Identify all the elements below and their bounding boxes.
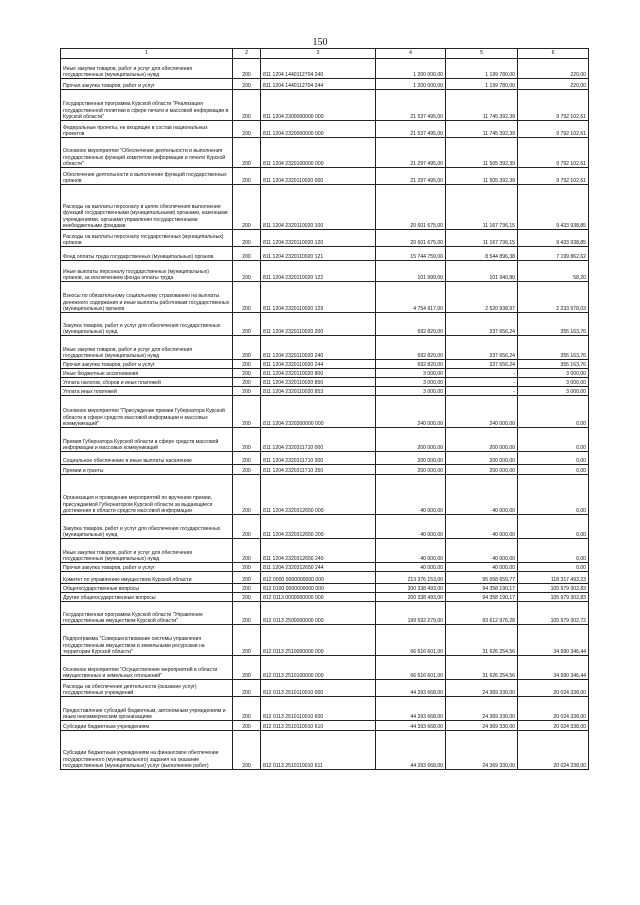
table-row	[61, 282, 589, 313]
row-code-cell: 811 1204 2320312650 000	[261, 475, 376, 515]
row-group-cell: 200	[233, 138, 261, 168]
row-group-cell: 200	[233, 90, 261, 121]
row-remaining-cell: 20 024 338,00	[518, 721, 589, 731]
row-remaining-cell: 355 163,76	[518, 360, 589, 369]
row-remaining-cell: 355 163,76	[518, 313, 589, 336]
row-approved-cell: 101 999,00	[376, 261, 446, 282]
row-remaining-cell: 0,00	[518, 428, 589, 452]
row-group-cell: 200	[233, 731, 261, 770]
row-approved-cell: 44 393 668,00	[376, 721, 446, 731]
row-approved-cell: 44 393 668,00	[376, 731, 446, 770]
row-name-cell: Закупка товаров, работ и услуг для обеспечения государственных (муниципальных) нужд	[61, 515, 233, 539]
row-remaining-cell: 105 979 302,83	[518, 593, 589, 602]
table-row	[61, 336, 589, 360]
table-row	[61, 465, 589, 475]
table-row	[61, 313, 589, 336]
table-row	[61, 230, 589, 247]
row-group-cell: 200	[233, 602, 261, 625]
table-body	[61, 59, 589, 770]
row-name-cell: Расходы на обеспечение деятельности (оказание услуг) государственных учреждений	[61, 680, 233, 697]
row-group-cell: 200	[233, 369, 261, 378]
row-group-cell: 200	[233, 625, 261, 656]
row-approved-cell: 4 754 917,00	[376, 282, 446, 313]
row-executed-cell: 93 612 976,28	[446, 602, 518, 625]
row-name-cell: Уплата иных платежей	[61, 387, 233, 396]
row-remaining-cell: 9 792 102,61	[518, 138, 589, 168]
row-group-cell: 200	[233, 680, 261, 697]
row-approved-cell: 20 601 675,00	[376, 185, 446, 230]
row-approved-cell: 3 000,00	[376, 369, 446, 378]
row-name-cell: Премии и гранты	[61, 465, 233, 475]
row-group-cell: 200	[233, 452, 261, 465]
row-code-cell: 812 0113 2500000000 000	[261, 602, 376, 625]
row-code-cell: 812 0113 2510110010 610	[261, 721, 376, 731]
row-remaining-cell: 9 792 102,61	[518, 168, 589, 185]
row-code-cell: 811 1204 2320000000 000	[261, 121, 376, 138]
column-header-4: 4	[376, 49, 446, 59]
row-name-cell: Прочая закупка товаров, работ и услуг	[61, 79, 233, 90]
table-row	[61, 680, 589, 697]
row-remaining-cell: 7 199 862,62	[518, 247, 589, 261]
row-name-cell: Основное мероприятие "Обеспечение деятельности и выполнения государственных функций комитетом информации и печати Курской области"	[61, 138, 233, 168]
row-group-cell: 200	[233, 282, 261, 313]
row-executed-cell: -	[446, 369, 518, 378]
row-executed-cell: 200 000,00	[446, 452, 518, 465]
row-executed-cell: -	[446, 387, 518, 396]
row-approved-cell: 199 592 279,00	[376, 602, 446, 625]
row-group-cell: 200	[233, 563, 261, 572]
table-row	[61, 90, 589, 121]
row-remaining-cell: 3 000,00	[518, 378, 589, 387]
table-row	[61, 593, 589, 602]
row-remaining-cell: 9 792 102,61	[518, 121, 589, 138]
row-code-cell: 811 1204 1440112704 240	[261, 59, 376, 79]
row-code-cell: 811 1204 2320110020 129	[261, 282, 376, 313]
row-code-cell: 811 1204 2320311710 000	[261, 428, 376, 452]
table-row	[61, 721, 589, 731]
row-code-cell: 812 0113 0000000000 000	[261, 593, 376, 602]
table-row	[61, 247, 589, 261]
row-code-cell: 811 1204 2320110020 120	[261, 230, 376, 247]
row-code-cell: 812 0113 2510110010 000	[261, 680, 376, 697]
row-name-cell: Организация и проведение мероприятий по вручению премии, присуждаемой Губернатором Курской области за выдающиеся достижения в области средств массовой информации	[61, 475, 233, 515]
row-remaining-cell: 118 317 493,23	[518, 572, 589, 584]
row-group-cell: 200	[233, 697, 261, 721]
row-executed-cell: 337 656,24	[446, 336, 518, 360]
row-executed-cell: 24 369 330,00	[446, 731, 518, 770]
row-group-cell: 200	[233, 59, 261, 79]
row-remaining-cell: 3 000,00	[518, 369, 589, 378]
table-row	[61, 625, 589, 656]
column-header-6: 6	[518, 49, 589, 59]
row-approved-cell: 200 000,00	[376, 465, 446, 475]
row-code-cell: 811 1204 2320110020 200	[261, 313, 376, 336]
row-group-cell: 200	[233, 572, 261, 584]
row-approved-cell: 692 820,00	[376, 336, 446, 360]
row-code-cell: 812 0100 0000000000 000	[261, 584, 376, 593]
row-executed-cell: 24 369 330,00	[446, 721, 518, 731]
table-row	[61, 378, 589, 387]
row-name-cell: Премия Губернатора Курской области в сфере средств массовой информации и массовых коммуникаций	[61, 428, 233, 452]
budget-execution-table	[60, 48, 589, 770]
row-remaining-cell: 20 024 338,00	[518, 731, 589, 770]
table-row	[61, 475, 589, 515]
row-code-cell: 811 1204 2320110020 121	[261, 247, 376, 261]
row-name-cell: Взносы по обязательному социальному страхованию на выплаты денежного содержания и иные выплаты работникам государственных (муниципальных) органов	[61, 282, 233, 313]
table-row	[61, 572, 589, 584]
row-group-cell: 200	[233, 396, 261, 428]
table-row	[61, 185, 589, 230]
row-executed-cell: 95 058 659,77	[446, 572, 518, 584]
column-header-1: 1	[61, 49, 233, 59]
row-code-cell: 811 1204 2320311710 350	[261, 465, 376, 475]
row-approved-cell: 1 200 000,00	[376, 59, 446, 79]
row-code-cell: 811 1204 2320110020 850	[261, 378, 376, 387]
row-executed-cell: 337 656,24	[446, 313, 518, 336]
row-code-cell: 812 0113 2510000000 000	[261, 625, 376, 656]
row-remaining-cell: 0,00	[518, 475, 589, 515]
row-group-cell: 200	[233, 465, 261, 475]
row-executed-cell: 8 544 896,38	[446, 247, 518, 261]
row-name-cell: Закупка товаров, работ и услуг для обеспечения государственных (муниципальных) нужд	[61, 313, 233, 336]
row-name-cell: Социальное обеспечение и иные выплаты населению	[61, 452, 233, 465]
row-remaining-cell: 0,00	[518, 539, 589, 563]
table-row	[61, 121, 589, 138]
row-remaining-cell: 105 979 302,83	[518, 584, 589, 593]
row-executed-cell: 1 199 780,00	[446, 59, 518, 79]
row-name-cell: Другие общегосударственные вопросы	[61, 593, 233, 602]
row-name-cell: Подпрограмма "Совершенствование системы управления государственным имуществом и земельными ресурсами на территории Курской области"	[61, 625, 233, 656]
row-approved-cell: 21 537 495,00	[376, 121, 446, 138]
row-name-cell: Основное мероприятие "Присуждение премии Губернатора Курской области в сфере средств массовой информации и массовых коммуникаций"	[61, 396, 233, 428]
row-group-cell: 200	[233, 79, 261, 90]
row-approved-cell: 200 000,00	[376, 452, 446, 465]
row-approved-cell: 15 744 759,00	[376, 247, 446, 261]
row-name-cell: Иные закупки товаров, работ и услуг для обеспечения государственных (муниципальных) нужд	[61, 336, 233, 360]
row-name-cell: Государственная программа Курской области "Реализация государственной политики в сфере печати и массовой информации в Курской области"	[61, 90, 233, 121]
row-name-cell: Основное мероприятие "Осуществление мероприятий в области имущественных и земельных отношений"	[61, 656, 233, 680]
row-code-cell: 811 1204 2320110020 853	[261, 387, 376, 396]
row-group-cell: 200	[233, 721, 261, 731]
table-row	[61, 584, 589, 593]
row-code-cell: 811 1204 2320100000 000	[261, 138, 376, 168]
row-executed-cell: 40 000,00	[446, 475, 518, 515]
table-row	[61, 261, 589, 282]
table-row	[61, 59, 589, 79]
row-executed-cell: 24 369 330,00	[446, 697, 518, 721]
row-code-cell: 811 1204 2320110020 000	[261, 168, 376, 185]
row-approved-cell: 40 000,00	[376, 539, 446, 563]
row-remaining-cell: 0,00	[518, 452, 589, 465]
row-approved-cell: 1 200 000,00	[376, 79, 446, 90]
page-number: 150	[312, 37, 328, 48]
row-approved-cell: 66 616 601,00	[376, 656, 446, 680]
row-approved-cell: 692 820,00	[376, 313, 446, 336]
row-executed-cell: 240 000,00	[446, 396, 518, 428]
row-group-cell: 200	[233, 387, 261, 396]
row-remaining-cell: 9 433 938,85	[518, 230, 589, 247]
row-remaining-cell: 220,00	[518, 59, 589, 79]
row-approved-cell: 40 000,00	[376, 475, 446, 515]
row-name-cell: Субсидии бюджетным учреждениям	[61, 721, 233, 731]
row-group-cell: 200	[233, 515, 261, 539]
row-name-cell: Иные закупки товаров, работ и услуг для обеспечения государственных (муниципальных) нужд	[61, 59, 233, 79]
row-remaining-cell: 3 000,00	[518, 387, 589, 396]
column-header-5: 5	[446, 49, 518, 59]
column-header-2: 2	[233, 49, 261, 59]
row-remaining-cell: 355 163,76	[518, 336, 589, 360]
row-executed-cell: 11 167 736,15	[446, 185, 518, 230]
row-code-cell: 811 1204 2300000000 000	[261, 90, 376, 121]
row-code-cell: 812 0113 2510110010 611	[261, 731, 376, 770]
row-approved-cell: 40 000,00	[376, 563, 446, 572]
row-executed-cell: 40 000,00	[446, 515, 518, 539]
row-group-cell: 200	[233, 656, 261, 680]
row-code-cell: 811 1204 2320311710 300	[261, 452, 376, 465]
row-approved-cell: 21 297 495,00	[376, 138, 446, 168]
table-row	[61, 396, 589, 428]
row-group-cell: 200	[233, 261, 261, 282]
row-group-cell: 200	[233, 539, 261, 563]
row-remaining-cell: 0,00	[518, 563, 589, 572]
row-name-cell: Прочая закупка товаров, работ и услуг	[61, 360, 233, 369]
row-name-cell: Предоставление субсидий бюджетным, автономным учреждениям и иным некоммерческим организациям	[61, 697, 233, 721]
row-name-cell: Обеспечение деятельности и выполнение функций государственных органов	[61, 168, 233, 185]
row-executed-cell: 11 167 736,15	[446, 230, 518, 247]
row-approved-cell: 40 000,00	[376, 515, 446, 539]
row-name-cell: Комитет по управлению имуществом Курской области	[61, 572, 233, 584]
row-group-cell: 200	[233, 593, 261, 602]
row-code-cell: 811 1204 2320312650 200	[261, 515, 376, 539]
row-approved-cell: 21 297 495,00	[376, 168, 446, 185]
row-name-cell: Иные закупки товаров, работ и услуг для обеспечения государственных (муниципальных) нужд	[61, 539, 233, 563]
row-group-cell: 200	[233, 313, 261, 336]
row-approved-cell: 692 820,00	[376, 360, 446, 369]
row-group-cell: 200	[233, 428, 261, 452]
row-executed-cell: 11 745 392,39	[446, 121, 518, 138]
row-group-cell: 200	[233, 247, 261, 261]
row-code-cell: 811 1204 2320312650 240	[261, 539, 376, 563]
row-executed-cell: 337 656,24	[446, 360, 518, 369]
column-header-3: 3	[261, 49, 376, 59]
row-executed-cell: 31 626 254,56	[446, 625, 518, 656]
table-row	[61, 428, 589, 452]
row-approved-cell: 21 537 495,00	[376, 90, 446, 121]
row-executed-cell: -	[446, 378, 518, 387]
row-name-cell: Уплата налогов, сборов и иных платежей	[61, 378, 233, 387]
table-row	[61, 697, 589, 721]
row-code-cell: 812 0000 0000000000 000	[261, 572, 376, 584]
row-code-cell: 811 1204 2320110020 240	[261, 336, 376, 360]
row-executed-cell: 200 000,00	[446, 465, 518, 475]
row-name-cell: Субсидии бюджетным учреждениям на финансовое обеспечение государственного (муниципального) задания на оказание государственных (муниципальных) услуг (выполнение работ)	[61, 731, 233, 770]
row-code-cell: 811 1204 2320300000 000	[261, 396, 376, 428]
table-row	[61, 563, 589, 572]
row-approved-cell: 200 000,00	[376, 428, 446, 452]
row-approved-cell: 3 000,00	[376, 378, 446, 387]
row-code-cell: 811 1204 1440112704 244	[261, 79, 376, 90]
row-remaining-cell: 58,20	[518, 261, 589, 282]
row-executed-cell: 11 505 392,39	[446, 168, 518, 185]
table-row	[61, 79, 589, 90]
row-approved-cell: 44 393 668,00	[376, 680, 446, 697]
row-group-cell: 200	[233, 378, 261, 387]
row-executed-cell: 94 358 190,17	[446, 584, 518, 593]
row-executed-cell: 40 000,00	[446, 563, 518, 572]
row-group-cell: 200	[233, 336, 261, 360]
row-executed-cell: 11 505 392,39	[446, 138, 518, 168]
row-executed-cell: 11 745 392,39	[446, 90, 518, 121]
row-approved-cell: 213 376 153,00	[376, 572, 446, 584]
row-approved-cell: 240 000,00	[376, 396, 446, 428]
row-remaining-cell: 0,00	[518, 515, 589, 539]
row-executed-cell: 2 520 938,97	[446, 282, 518, 313]
row-name-cell: Расходы на выплаты персоналу в целях обеспечения выполнения функций государственными (муниципальными) органами, казенными учреждениями, органами управления государственными внебюджетными фондами	[61, 185, 233, 230]
row-code-cell: 811 1204 2320110020 122	[261, 261, 376, 282]
row-remaining-cell: 2 233 978,03	[518, 282, 589, 313]
row-executed-cell: 1 199 780,00	[446, 79, 518, 90]
row-remaining-cell: 0,00	[518, 396, 589, 428]
row-executed-cell: 24 369 330,00	[446, 680, 518, 697]
row-name-cell: Иные бюджетные ассигнования	[61, 369, 233, 378]
row-remaining-cell: 105 979 302,72	[518, 602, 589, 625]
row-name-cell: Иные выплаты персоналу государственных (муниципальных) органов, за исключением фонда оплаты труда	[61, 261, 233, 282]
table-row	[61, 452, 589, 465]
table-row	[61, 515, 589, 539]
table-row	[61, 168, 589, 185]
row-approved-cell: 66 616 601,00	[376, 625, 446, 656]
row-remaining-cell: 20 024 338,00	[518, 697, 589, 721]
row-code-cell: 811 1204 2320110020 100	[261, 185, 376, 230]
row-remaining-cell: 0,00	[518, 465, 589, 475]
row-name-cell: Государственная программа Курской области "Управление государственным имуществом Курской области"	[61, 602, 233, 625]
table-row	[61, 369, 589, 378]
row-approved-cell: 200 338 493,00	[376, 584, 446, 593]
row-name-cell: Федеральные проекты, не входящие в состав национальных проектов	[61, 121, 233, 138]
row-name-cell: Прочая закупка товаров, работ и услуг	[61, 563, 233, 572]
row-remaining-cell: 34 990 346,44	[518, 625, 589, 656]
table-row	[61, 602, 589, 625]
row-code-cell: 811 1204 2320110020 800	[261, 369, 376, 378]
row-executed-cell: 94 358 190,17	[446, 593, 518, 602]
table-row	[61, 656, 589, 680]
table-row	[61, 138, 589, 168]
row-approved-cell: 20 601 675,00	[376, 230, 446, 247]
row-remaining-cell: 9 433 938,85	[518, 185, 589, 230]
row-executed-cell: 31 626 254,56	[446, 656, 518, 680]
row-group-cell: 200	[233, 168, 261, 185]
row-code-cell: 812 0113 2510110010 600	[261, 697, 376, 721]
row-executed-cell: 200 000,00	[446, 428, 518, 452]
row-code-cell: 812 0113 2510100000 000	[261, 656, 376, 680]
row-name-cell: Расходы на выплаты персоналу государственных (муниципальных) органов	[61, 230, 233, 247]
table-row	[61, 731, 589, 770]
row-group-cell: 200	[233, 360, 261, 369]
row-remaining-cell: 20 024 338,00	[518, 680, 589, 697]
row-approved-cell: 3 000,00	[376, 387, 446, 396]
row-group-cell: 200	[233, 230, 261, 247]
table-row	[61, 387, 589, 396]
table-header-row	[61, 49, 589, 59]
row-executed-cell: 101 940,80	[446, 261, 518, 282]
row-name-cell: Общегосударственные вопросы	[61, 584, 233, 593]
row-group-cell: 200	[233, 121, 261, 138]
table-row	[61, 360, 589, 369]
row-group-cell: 200	[233, 185, 261, 230]
row-code-cell: 811 1204 2320110020 244	[261, 360, 376, 369]
row-executed-cell: 40 000,00	[446, 539, 518, 563]
table-row	[61, 539, 589, 563]
row-name-cell: Фонд оплаты труда государственных (муниципальных) органов	[61, 247, 233, 261]
row-approved-cell: 200 338 493,00	[376, 593, 446, 602]
row-group-cell: 200	[233, 584, 261, 593]
row-code-cell: 811 1204 2320312650 244	[261, 563, 376, 572]
row-remaining-cell: 9 792 102,61	[518, 90, 589, 121]
row-group-cell: 200	[233, 475, 261, 515]
row-approved-cell: 44 393 668,00	[376, 697, 446, 721]
row-remaining-cell: 220,00	[518, 79, 589, 90]
row-remaining-cell: 34 990 346,44	[518, 656, 589, 680]
